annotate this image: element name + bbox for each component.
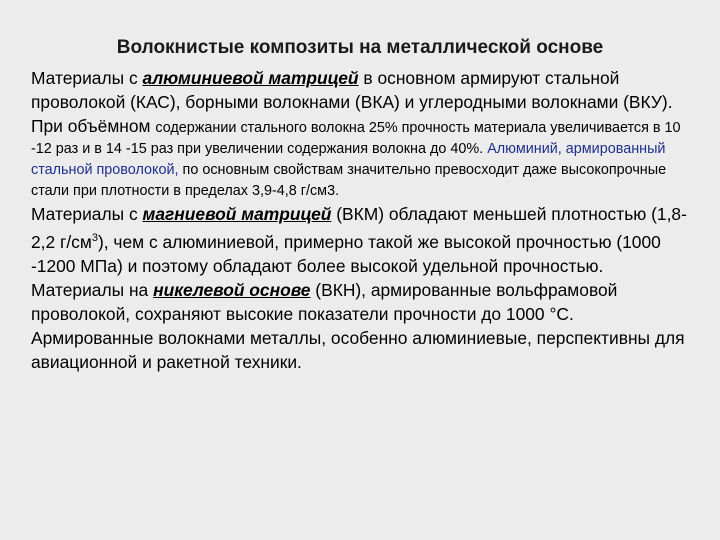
p1-text-b: в основном армируют стальной проволокой (КАС), борными волокнами (ВКА) и углеродными волокнами (ВКУ). При объёмном [31, 68, 673, 136]
p2-emphasis: магниевой матрицей [142, 204, 332, 224]
p2-superscript: 3 [91, 232, 98, 244]
paragraph-magnesium [31, 202, 703, 278]
p3-text-a: Материалы на [31, 279, 154, 300]
p2-text-b: (ВКМ) обладают меньшей плотностью (1,8-2,2 г/см [31, 204, 687, 252]
p1-emphasis: алюминиевой матрицей [142, 68, 359, 88]
p1-blue-text: Алюминий, армированный стальной проволокой, [31, 141, 666, 178]
paragraph-aluminum [31, 66, 703, 202]
p1-text-a: Материалы с [31, 68, 143, 88]
p2-text-c: ), чем с алюминиевой, примерно такой же высокой прочностью (1000 -1200 МПа) и поэтому обладают более высокой удельной прочностью. [31, 231, 661, 276]
slide-body [31, 66, 703, 374]
paragraph-conclusion [31, 326, 703, 374]
paragraph-nickel [31, 278, 703, 326]
slide-title: Волокнистые композиты на металлической основе [116, 37, 604, 58]
p2-text-a: Материалы с [31, 204, 143, 224]
p4-text: Армированные волокнами металлы, особенно алюминиевые, перспективны для авиационной и ракетной техники. [31, 327, 685, 372]
p1-text-d: по основным свойствам значительно превосходит даже высокопрочные стали при плотности в пределах 3,9-4,8 г/см3. [31, 162, 667, 199]
p3-emphasis: никелевой основе [153, 279, 311, 300]
p1-text-c: содержании стального волокна 25% прочность материала увеличивается в 10 -12 раз и в 14 -15 раз при увеличении содержания волокна до 40%. [31, 120, 681, 157]
p3-text-b: (ВКН), армированные вольфрамовой проволокой, сохраняют высокие показатели прочности до 1000 °С. [31, 279, 618, 324]
